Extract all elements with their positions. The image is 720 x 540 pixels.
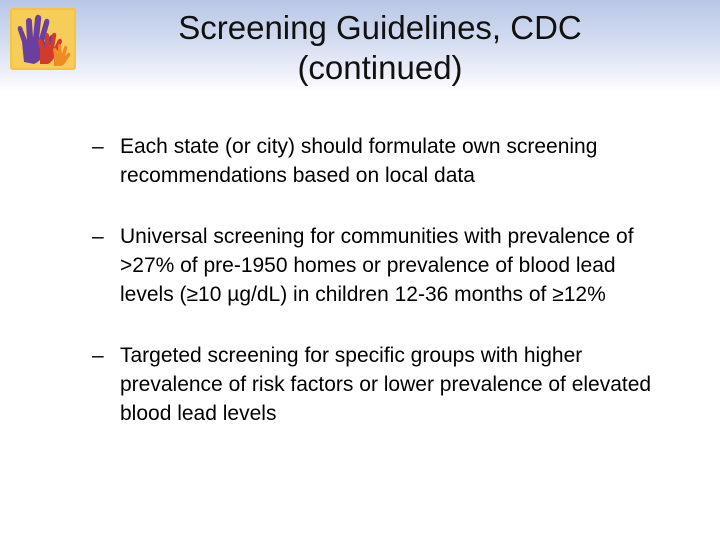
title-line-1: Screening Guidelines, CDC — [178, 9, 582, 46]
bullet-list — [92, 132, 672, 460]
bullet-item — [92, 341, 672, 428]
bullet-dash: – — [92, 135, 104, 158]
bullet-dash: – — [92, 344, 104, 367]
slide-title — [110, 8, 650, 88]
bullet-text: Each state (or city) should formulate own screening recommendations based on local data — [120, 135, 598, 187]
bullet-dash: – — [92, 225, 104, 248]
bullet-text: Universal screening for communities with prevalence of >27% of pre-1950 homes or prevalence of blood lead levels (≥10 µg/dL) in children 12-36 months of ≥12% — [120, 225, 634, 306]
bullet-item — [92, 132, 672, 190]
bullet-text: Targeted screening for specific groups with higher prevalence of risk factors or lower prevalence of elevated blood lead levels — [120, 344, 652, 425]
bullet-item — [92, 222, 672, 309]
hands-logo-icon — [10, 8, 76, 70]
title-line-2: (continued) — [297, 49, 463, 86]
